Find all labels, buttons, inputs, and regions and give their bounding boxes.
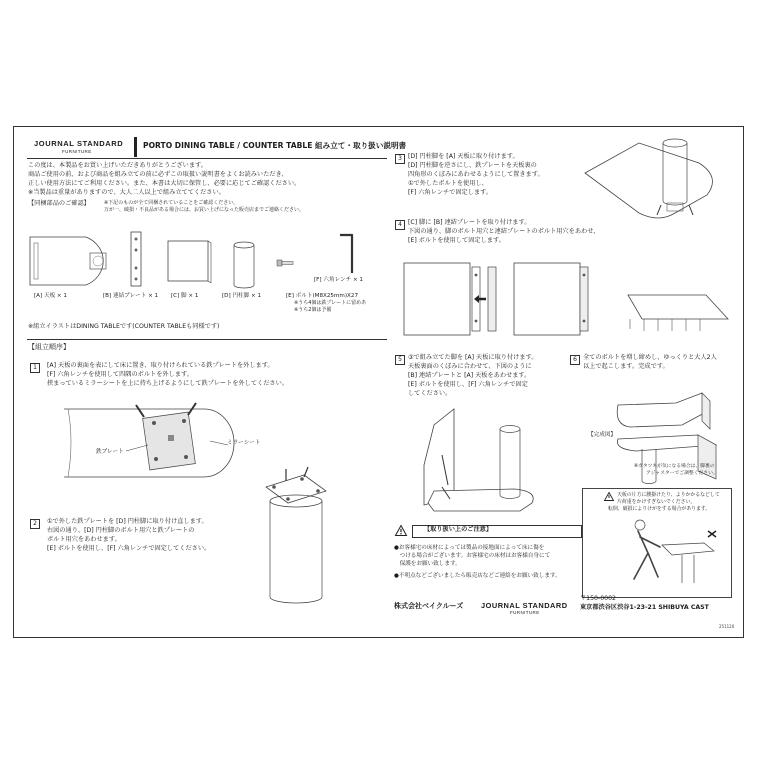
step-5-line-4: [E] ボルトを使用し、[F] 六角レンチで固定: [408, 381, 528, 388]
step-6-line-2: 以上で起こします。完成です。: [583, 363, 669, 370]
assembly-heading: 【組立順序】: [28, 343, 70, 351]
footer-brand-sub: FURNITURE: [510, 610, 540, 615]
step-6-number: 6: [570, 355, 580, 365]
step-2-line-1: ①で外した鉄プレートを [D] 円柱脚に取り付け直します。: [47, 518, 208, 525]
brand-logo: JOURNAL STANDARD: [34, 139, 124, 148]
step-5-line-5: してください。: [408, 390, 452, 397]
part-e-label: [E] ボルト(M8X25mm)X27: [286, 293, 359, 299]
caution-heading: 【取り扱い上のご注意】: [424, 526, 493, 533]
warning-triangle-icon: [604, 492, 614, 501]
part-a-label: [A] 天板 × 1: [34, 293, 67, 299]
step-4-line-1: [C] 脚に [B] 連結プレートを取り付けます。: [408, 219, 531, 226]
header-rule: [27, 158, 387, 159]
parts-note-1: ※下記のものが全て同梱されていることをご確認ください。: [104, 200, 239, 206]
step-1-number: 1: [30, 363, 40, 373]
part-f-label: [F] 六角レンチ × 1: [314, 277, 363, 283]
step-4-number: 4: [395, 220, 405, 230]
brand-logo-sub: FURNITURE: [62, 149, 92, 154]
step-2-number: 2: [30, 519, 40, 529]
step-2-line-3: ボルト用穴をあわせます。: [47, 536, 121, 543]
callout-mirror-sheet: ミラーシート: [227, 440, 261, 446]
step-3-line-1: [D] 円柱脚を [A] 天板に取り付けます。: [408, 153, 519, 160]
header-divider: [134, 137, 137, 157]
warning-line-2: 片荷重をかけすぎないでください。: [617, 499, 696, 505]
step-4-line-2: 下図の通り、脚のボルト用穴と連結プレートのボルト用穴をあわせ、: [408, 228, 600, 235]
warning-leaning-person-illustration: [604, 517, 724, 593]
parts-note-2: 万が一、破損・不良品がある場合には、お買い上げになった販売店までご連絡ください。: [104, 207, 305, 213]
part-b-label: [B] 連結プレート × 1: [103, 293, 159, 299]
step-5-line-3: [B] 連結プレートと [A] 天板をあわせます。: [408, 372, 531, 379]
step-1-line-1: [A] 天板の裏面を表にして床に置き、取り付けられている鉄プレートを外します。: [47, 362, 274, 369]
step-2-line-2: 右図の通り、[D] 円柱脚のボルト用穴と鉄プレートの: [47, 527, 195, 534]
step-3-line-2: [D] 円柱脚を逆さにし、鉄プレートを天板裏の: [408, 162, 537, 169]
completed-illustration: [612, 427, 732, 487]
section-rule: [27, 339, 387, 340]
manual-sheet: [13, 126, 744, 638]
hex-wrench-icon: [336, 233, 360, 277]
step-5-number: 5: [395, 355, 405, 365]
adjuster-note-2: アジャスターでご調整ください。: [646, 471, 718, 476]
step-6-line-1: 全てのボルトを増し締めし、ゆっくりと大人2人: [583, 354, 717, 361]
footer-company: 株式会社ベイクルーズ: [394, 602, 464, 610]
intro-line-2: 商品ご使用の前、および商品を組み立ての前に必ずこの取扱い説明書をよくお読みいただき、: [28, 171, 288, 178]
step-3-number: 3: [395, 154, 405, 164]
bolt-icon: [276, 255, 296, 271]
warning-line-3: 転倒、破損によりけがをする場合があります。: [608, 506, 711, 512]
step-3-line-5: [F] 六角レンチで固定します。: [408, 189, 492, 196]
illustration-note: ※組立イラストはDINING TABLEです(COUNTER TABLEも同様です): [28, 323, 220, 330]
step-3-line-4: ①で外したボルトを使用し、: [408, 180, 488, 187]
caution-item-3: 保護をお願い致します。: [394, 561, 461, 567]
footer-postal: 〒150-0002: [580, 595, 616, 602]
part-d-illustration: [232, 239, 258, 291]
intro-line-4: ※当製品は重量がありますので、大人二人以上で組み立ててください。: [28, 189, 225, 196]
footer-brand: JOURNAL STANDARD: [481, 601, 568, 610]
step-1-line-2: [F] 六角レンチを使用して四隅のボルトを外します。: [47, 371, 193, 378]
caution-item-4: ●不明点などございましたら販売店などご連絡をお願い致します。: [394, 573, 561, 579]
parts-heading: 【同梱部品のご確認】: [28, 200, 90, 207]
step-3-illustration: [579, 133, 729, 223]
footer-code: 251120: [719, 624, 735, 629]
caution-item-2: つける場合がございます。お客様宅の床材はお客様自身にて: [394, 553, 551, 559]
part-b-illustration: [127, 230, 147, 290]
caution-triangle-icon: [395, 525, 407, 536]
part-c-illustration: [166, 239, 216, 289]
part-c-label: [C] 脚 × 1: [171, 293, 199, 299]
caution-item-1: ●お客様宅の床材によっては製品の接地面によって床に傷を: [394, 545, 545, 551]
step-4-illustration: [402, 259, 732, 341]
step-5-line-1: ③で組み立てた脚を [A] 天板に取り付けます。: [408, 354, 538, 361]
part-d-label: [D] 円柱脚 × 1: [222, 293, 262, 299]
callout-iron-plate: 鉄プレート: [96, 449, 124, 455]
page-title: PORTO DINING TABLE / COUNTER TABLE 組み立て・取り扱い説明書: [143, 141, 407, 150]
step-2-illustration: [256, 467, 336, 607]
bolt-note-1: ※うち4個は鉄プレートに留めあ: [294, 300, 367, 306]
step-3-line-3: 四角形のくぼみにあわせるようにして置きます。: [408, 171, 544, 178]
step-1-illustration: [64, 401, 234, 501]
step-2-line-4: [E] ボルトを使用し、[F] 六角レンチで固定してください。: [47, 545, 211, 552]
step-5-illustration: [414, 395, 544, 511]
bolt-note-2: ※うち2個は予備: [294, 307, 332, 313]
footer-address: 東京都渋谷区渋谷1-23-21 SHIBUYA CAST: [580, 604, 709, 611]
step-5-line-2: 天板裏面のくぼみに合わせて、下図のように: [408, 363, 532, 370]
intro-line-1: この度は、本製品をお買い上げいただきありがとうございます。: [28, 162, 207, 169]
step-4-line-3: [E] ボルトを使用して固定します。: [408, 237, 505, 244]
part-a-illustration: [28, 227, 118, 289]
adjuster-note-1: ※ガタツキが気になる場合は、脚裏の: [634, 464, 715, 469]
warning-line-1: 天板の片方に腰掛けたり、よりかかるなどして: [617, 492, 720, 498]
step-1-line-3: 挟まっているミラーシートを上に持ち上げるようにして鉄プレートを外してください。: [47, 380, 288, 387]
intro-line-3: 正しい使用方法にてご利用ください。また、本書は大切に保管し、必要に応じてご確認ください。: [28, 180, 301, 187]
completed-label: 【完成図】: [588, 432, 616, 438]
